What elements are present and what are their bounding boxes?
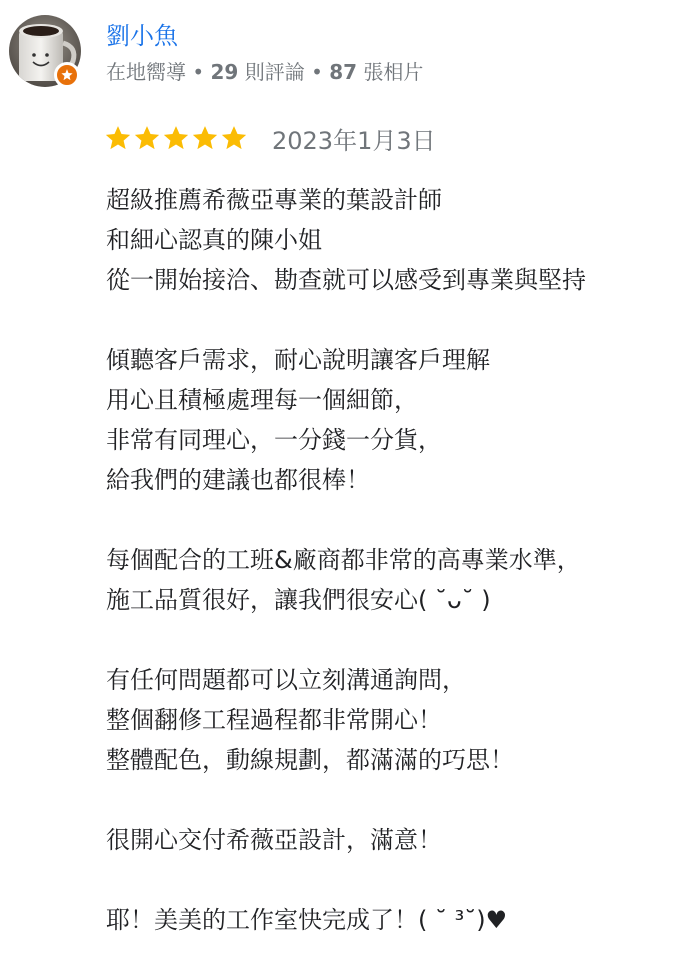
review-line: 整個翻修工程過程都非常開心！ — [106, 706, 442, 734]
review-line: 給我們的建議也都很棒！ — [106, 466, 370, 494]
star-icon — [104, 124, 132, 152]
review-count-suffix: 則評論 — [238, 60, 305, 84]
review-line: 和細心認真的陳小姐 — [106, 226, 322, 254]
local-guide-star-icon — [54, 62, 80, 88]
meta-separator: • — [186, 60, 211, 84]
star-icon — [220, 124, 248, 152]
star-rating — [104, 124, 248, 152]
review-line: 用心且積極處理每一個細節， — [106, 386, 418, 414]
review-line: 從一開始接洽、勘查就可以感受到專業與堅持 — [106, 266, 586, 294]
review-line — [106, 300, 686, 340]
review-line: 傾聽客戶需求，耐心說明讓客戶理解 — [106, 346, 490, 374]
star-icon — [133, 124, 161, 152]
review-count: 29 — [210, 60, 239, 84]
star-icon — [191, 124, 219, 152]
review-line: 施工品質很好，讓我們很安心( ˘ᴗ˘ ) — [106, 586, 491, 614]
local-guide-label: 在地嚮導 — [106, 60, 186, 84]
review-line — [106, 620, 686, 660]
photo-count-suffix: 張相片 — [357, 60, 424, 84]
review-text — [106, 180, 686, 940]
review-line: 非常有同理心，一分錢一分貨， — [106, 426, 442, 454]
review-line: 整體配色，動線規劃，都滿滿的巧思！ — [106, 746, 514, 774]
review-line: 每個配合的工班&廠商都非常的高專業水準， — [106, 546, 581, 574]
review-line — [106, 860, 686, 900]
photo-count: 87 — [329, 60, 358, 84]
review-line: 很開心交付希薇亞設計，滿意！ — [106, 826, 442, 854]
reviewer-avatar-container[interactable] — [9, 15, 81, 87]
star-icon — [162, 124, 190, 152]
meta-separator: • — [304, 60, 330, 84]
review-line: 超級推薦希薇亞專業的葉設計師 — [106, 186, 442, 214]
review-line — [106, 500, 686, 540]
reviewer-meta — [106, 58, 423, 86]
reviewer-name-link[interactable]: 劉小魚 — [106, 22, 178, 50]
review-line: 有任何問題都可以立刻溝通詢問， — [106, 666, 466, 694]
rating-row — [104, 121, 436, 155]
review-line: 耶！美美的工作室快完成了！( ˘ ³˘)♥ — [106, 906, 508, 934]
review-date: 2023年1月3日 — [272, 126, 436, 155]
review-line — [106, 780, 686, 820]
